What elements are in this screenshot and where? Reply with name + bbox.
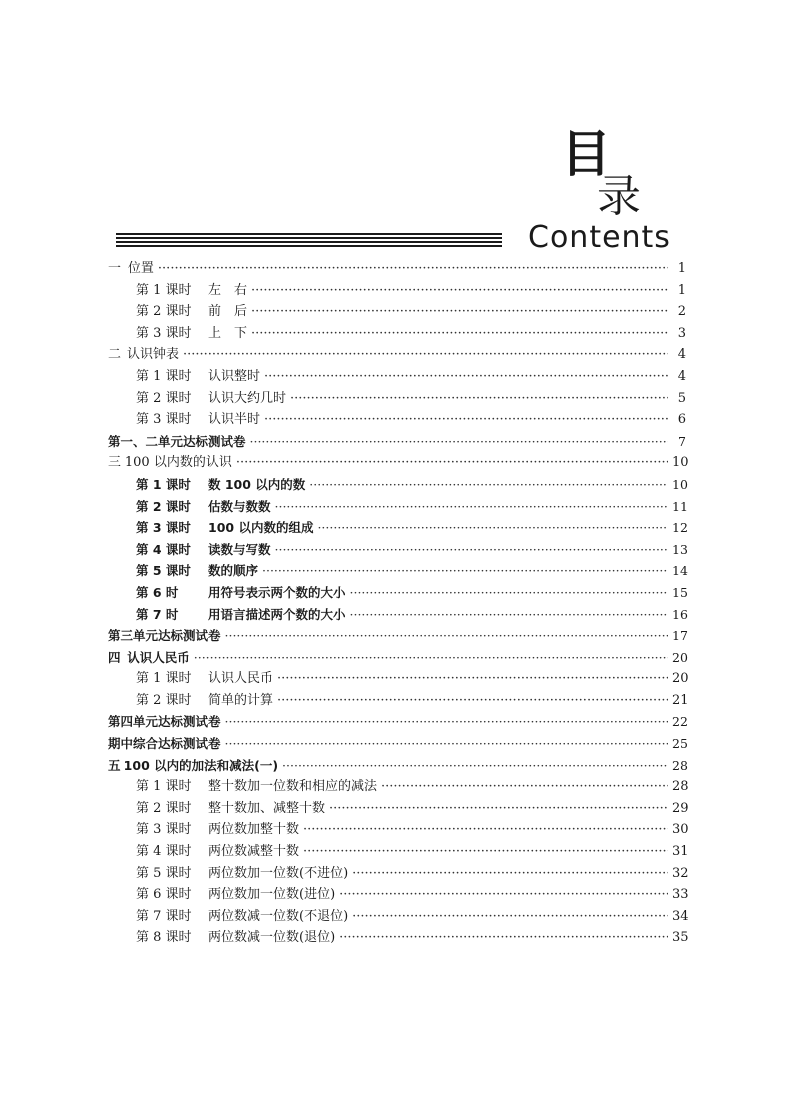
toc-number: 第 3 课时 xyxy=(136,325,192,341)
toc-title: 前 后 xyxy=(208,304,248,320)
toc-number: 第 2 课时 xyxy=(136,692,192,708)
dot-leader xyxy=(275,496,668,518)
toc-lesson-row[interactable] xyxy=(108,409,686,431)
toc-page-number: 33 xyxy=(672,887,689,903)
dot-leader xyxy=(251,280,668,302)
toc-page-number: 20 xyxy=(672,671,689,687)
toc-title: 期中综合达标测试卷 xyxy=(108,736,221,752)
dot-leader xyxy=(352,863,668,885)
toc-title: 数的顺序 xyxy=(208,563,259,579)
dot-leader xyxy=(158,258,668,280)
toc-title: 认识钟表 xyxy=(126,347,179,363)
dot-leader xyxy=(236,452,668,474)
toc-chapter-row[interactable] xyxy=(108,452,689,474)
toc-page-number: 35 xyxy=(672,930,689,946)
toc-lesson-row[interactable] xyxy=(108,517,686,539)
toc-number: 第 2 课时 xyxy=(136,800,192,816)
toc-title: 两位数减一位数(不退位) xyxy=(208,908,349,924)
dot-leader xyxy=(352,906,668,928)
toc-number: 第 6 时 xyxy=(136,584,179,600)
toc-number: 第 2 课时 xyxy=(136,304,192,320)
toc-page-number: 20 xyxy=(672,649,688,665)
toc-page-number: 4 xyxy=(677,368,686,384)
toc-page-number: 30 xyxy=(672,822,689,838)
dot-leader xyxy=(309,474,668,496)
dot-leader xyxy=(225,711,668,733)
dot-leader xyxy=(264,366,668,388)
toc-number: 第 1 课时 xyxy=(136,671,192,687)
toc-title: 认识半时 xyxy=(208,412,261,428)
toc-title: 左 右 xyxy=(208,282,248,298)
toc-page-number: 14 xyxy=(672,563,688,579)
toc-chapter-row[interactable] xyxy=(108,755,686,777)
toc-lesson-row[interactable] xyxy=(108,819,689,841)
toc-number: 第 8 课时 xyxy=(136,930,192,946)
toc-page-number: 34 xyxy=(672,908,689,924)
toc-page-number: 10 xyxy=(672,476,688,492)
dot-leader xyxy=(194,647,668,669)
toc-lesson-row[interactable] xyxy=(108,798,689,820)
toc-title: 认识人民币 xyxy=(208,671,274,687)
toc-lesson-row[interactable] xyxy=(108,884,689,906)
toc-number: 第 7 课时 xyxy=(136,908,192,924)
toc-number: 第 1 课时 xyxy=(136,779,192,795)
toc-page-number: 3 xyxy=(677,325,686,341)
toc-number: 第 4 课时 xyxy=(136,541,191,557)
toc-lesson-row[interactable] xyxy=(108,841,689,863)
toc-number: 第 1 课时 xyxy=(136,476,191,492)
dot-leader xyxy=(277,690,668,712)
toc-title: 第三单元达标测试卷 xyxy=(108,628,221,644)
toc-title: 用语言描述两个数的大小 xyxy=(208,606,346,622)
toc-number: 第 2 课时 xyxy=(136,498,191,514)
title-contents: Contents xyxy=(528,220,671,255)
toc-lesson-row[interactable] xyxy=(108,776,689,798)
table-of-contents xyxy=(108,258,689,949)
toc-lesson-row[interactable] xyxy=(108,474,686,496)
dot-leader xyxy=(262,560,668,582)
toc-lesson-row[interactable] xyxy=(108,863,689,885)
toc-number: 第 3 课时 xyxy=(136,520,191,536)
toc-page-number: 17 xyxy=(672,628,688,644)
toc-lesson-row[interactable] xyxy=(108,604,686,626)
dot-leader xyxy=(250,431,668,453)
toc-number: 第 7 时 xyxy=(136,606,179,622)
toc-title: 认识整时 xyxy=(208,368,261,384)
toc-page-number: 2 xyxy=(677,304,686,320)
toc-title: 100 以内的加法和减法(一) xyxy=(123,757,279,773)
toc-title: 用符号表示两个数的大小 xyxy=(208,584,346,600)
toc-page-number: 10 xyxy=(672,455,689,471)
toc-lesson-row[interactable] xyxy=(108,388,686,410)
toc-chapter-row[interactable] xyxy=(108,733,686,755)
toc-lesson-row[interactable] xyxy=(108,301,686,323)
toc-lesson-row[interactable] xyxy=(108,690,689,712)
toc-page-number: 21 xyxy=(672,692,689,708)
toc-title: 两位数加一位数(不进位) xyxy=(208,865,349,881)
dot-leader xyxy=(183,344,668,366)
toc-lesson-row[interactable] xyxy=(108,539,686,561)
toc-page-number: 11 xyxy=(672,498,688,514)
toc-title: 简单的计算 xyxy=(208,692,274,708)
toc-page-number: 4 xyxy=(677,347,686,363)
toc-lesson-row[interactable] xyxy=(108,323,686,345)
toc-title: 整十数加一位数和相应的减法 xyxy=(208,779,378,795)
toc-lesson-row[interactable] xyxy=(108,496,686,518)
dot-leader xyxy=(225,625,668,647)
toc-page-number: 29 xyxy=(672,800,689,816)
toc-number: 第 5 课时 xyxy=(136,563,191,579)
dot-leader xyxy=(275,539,668,561)
dot-leader xyxy=(225,733,668,755)
toc-page-number: 22 xyxy=(672,714,688,730)
dot-leader xyxy=(339,927,668,949)
dot-leader xyxy=(350,604,668,626)
toc-title: 100 以内数的认识 xyxy=(124,455,232,471)
toc-lesson-row[interactable] xyxy=(108,280,686,302)
toc-page-number: 28 xyxy=(672,779,689,795)
toc-title: 认识人民币 xyxy=(127,649,190,665)
toc-title: 两位数加整十数 xyxy=(208,822,300,838)
toc-chapter-row[interactable] xyxy=(108,625,686,647)
toc-title: 两位数加一位数(进位) xyxy=(208,887,336,903)
decorative-rules xyxy=(116,233,502,249)
page-header xyxy=(0,0,800,260)
toc-page-number: 25 xyxy=(672,736,688,752)
dot-leader xyxy=(251,301,668,323)
toc-page-number: 32 xyxy=(672,865,689,881)
toc-number: 三 xyxy=(108,455,122,471)
toc-title: 两位数减一位数(退位) xyxy=(208,930,336,946)
toc-page-number: 1 xyxy=(677,282,686,298)
toc-title: 认识大约几时 xyxy=(208,390,287,406)
toc-chapter-row[interactable] xyxy=(108,431,686,453)
toc-chapter-row[interactable] xyxy=(108,711,686,733)
toc-page-number: 6 xyxy=(677,412,686,428)
toc-title: 估数与数数 xyxy=(208,498,271,514)
title-char-lu: 录 xyxy=(597,171,641,222)
toc-lesson-row[interactable] xyxy=(108,927,689,949)
toc-page-number: 1 xyxy=(677,261,686,276)
toc-title: 位置 xyxy=(127,261,154,276)
dot-leader xyxy=(277,668,668,690)
dot-leader xyxy=(350,582,668,604)
toc-number: 第 5 课时 xyxy=(136,865,192,881)
toc-page-number: 7 xyxy=(678,433,686,449)
toc-number: 二 xyxy=(108,347,122,363)
toc-title: 上 下 xyxy=(208,325,248,341)
toc-number: 第 3 课时 xyxy=(136,822,192,838)
dot-leader xyxy=(303,819,668,841)
toc-page-number: 5 xyxy=(677,390,686,406)
toc-page-number: 28 xyxy=(672,757,688,773)
toc-title: 整十数加、减整十数 xyxy=(208,800,326,816)
toc-page-number: 12 xyxy=(672,520,688,536)
toc-lesson-row[interactable] xyxy=(108,560,686,582)
toc-number: 一 xyxy=(108,261,122,276)
toc-number: 第 1 课时 xyxy=(136,282,192,298)
dot-leader xyxy=(339,884,668,906)
toc-title: 第一、二单元达标测试卷 xyxy=(108,433,246,449)
toc-title: 100 以内数的组成 xyxy=(208,520,314,536)
toc-chapter-row[interactable] xyxy=(108,344,686,366)
toc-number: 五 xyxy=(108,757,121,773)
dot-leader xyxy=(282,755,668,777)
toc-page-number: 15 xyxy=(672,584,688,600)
toc-lesson-row[interactable] xyxy=(108,366,686,388)
dot-leader xyxy=(303,841,668,863)
toc-chapter-row[interactable] xyxy=(108,647,686,669)
toc-lesson-row[interactable] xyxy=(108,582,686,604)
toc-page-number: 13 xyxy=(672,541,688,557)
toc-lesson-row[interactable] xyxy=(108,906,689,928)
toc-page-number: 16 xyxy=(672,606,688,622)
toc-title: 读数与写数 xyxy=(208,541,271,557)
dot-leader xyxy=(329,798,668,820)
toc-number: 第 2 课时 xyxy=(136,390,192,406)
toc-lesson-row[interactable] xyxy=(108,668,689,690)
toc-number: 第 6 课时 xyxy=(136,887,192,903)
toc-number: 第 4 课时 xyxy=(136,844,192,860)
toc-title: 两位数减整十数 xyxy=(208,844,300,860)
dot-leader xyxy=(251,323,668,345)
dot-leader xyxy=(264,409,668,431)
dot-leader xyxy=(290,388,668,410)
toc-page-number: 31 xyxy=(672,844,689,860)
toc-title: 第四单元达标测试卷 xyxy=(108,714,221,730)
toc-number: 四 xyxy=(108,649,121,665)
toc-number: 第 1 课时 xyxy=(136,368,192,384)
toc-chapter-row[interactable] xyxy=(108,258,686,280)
toc-number: 第 3 课时 xyxy=(136,412,192,428)
toc-title: 数 100 以内的数 xyxy=(208,476,306,492)
dot-leader xyxy=(317,517,668,539)
dot-leader xyxy=(381,776,668,798)
title-char-mu: 目 xyxy=(561,124,611,183)
